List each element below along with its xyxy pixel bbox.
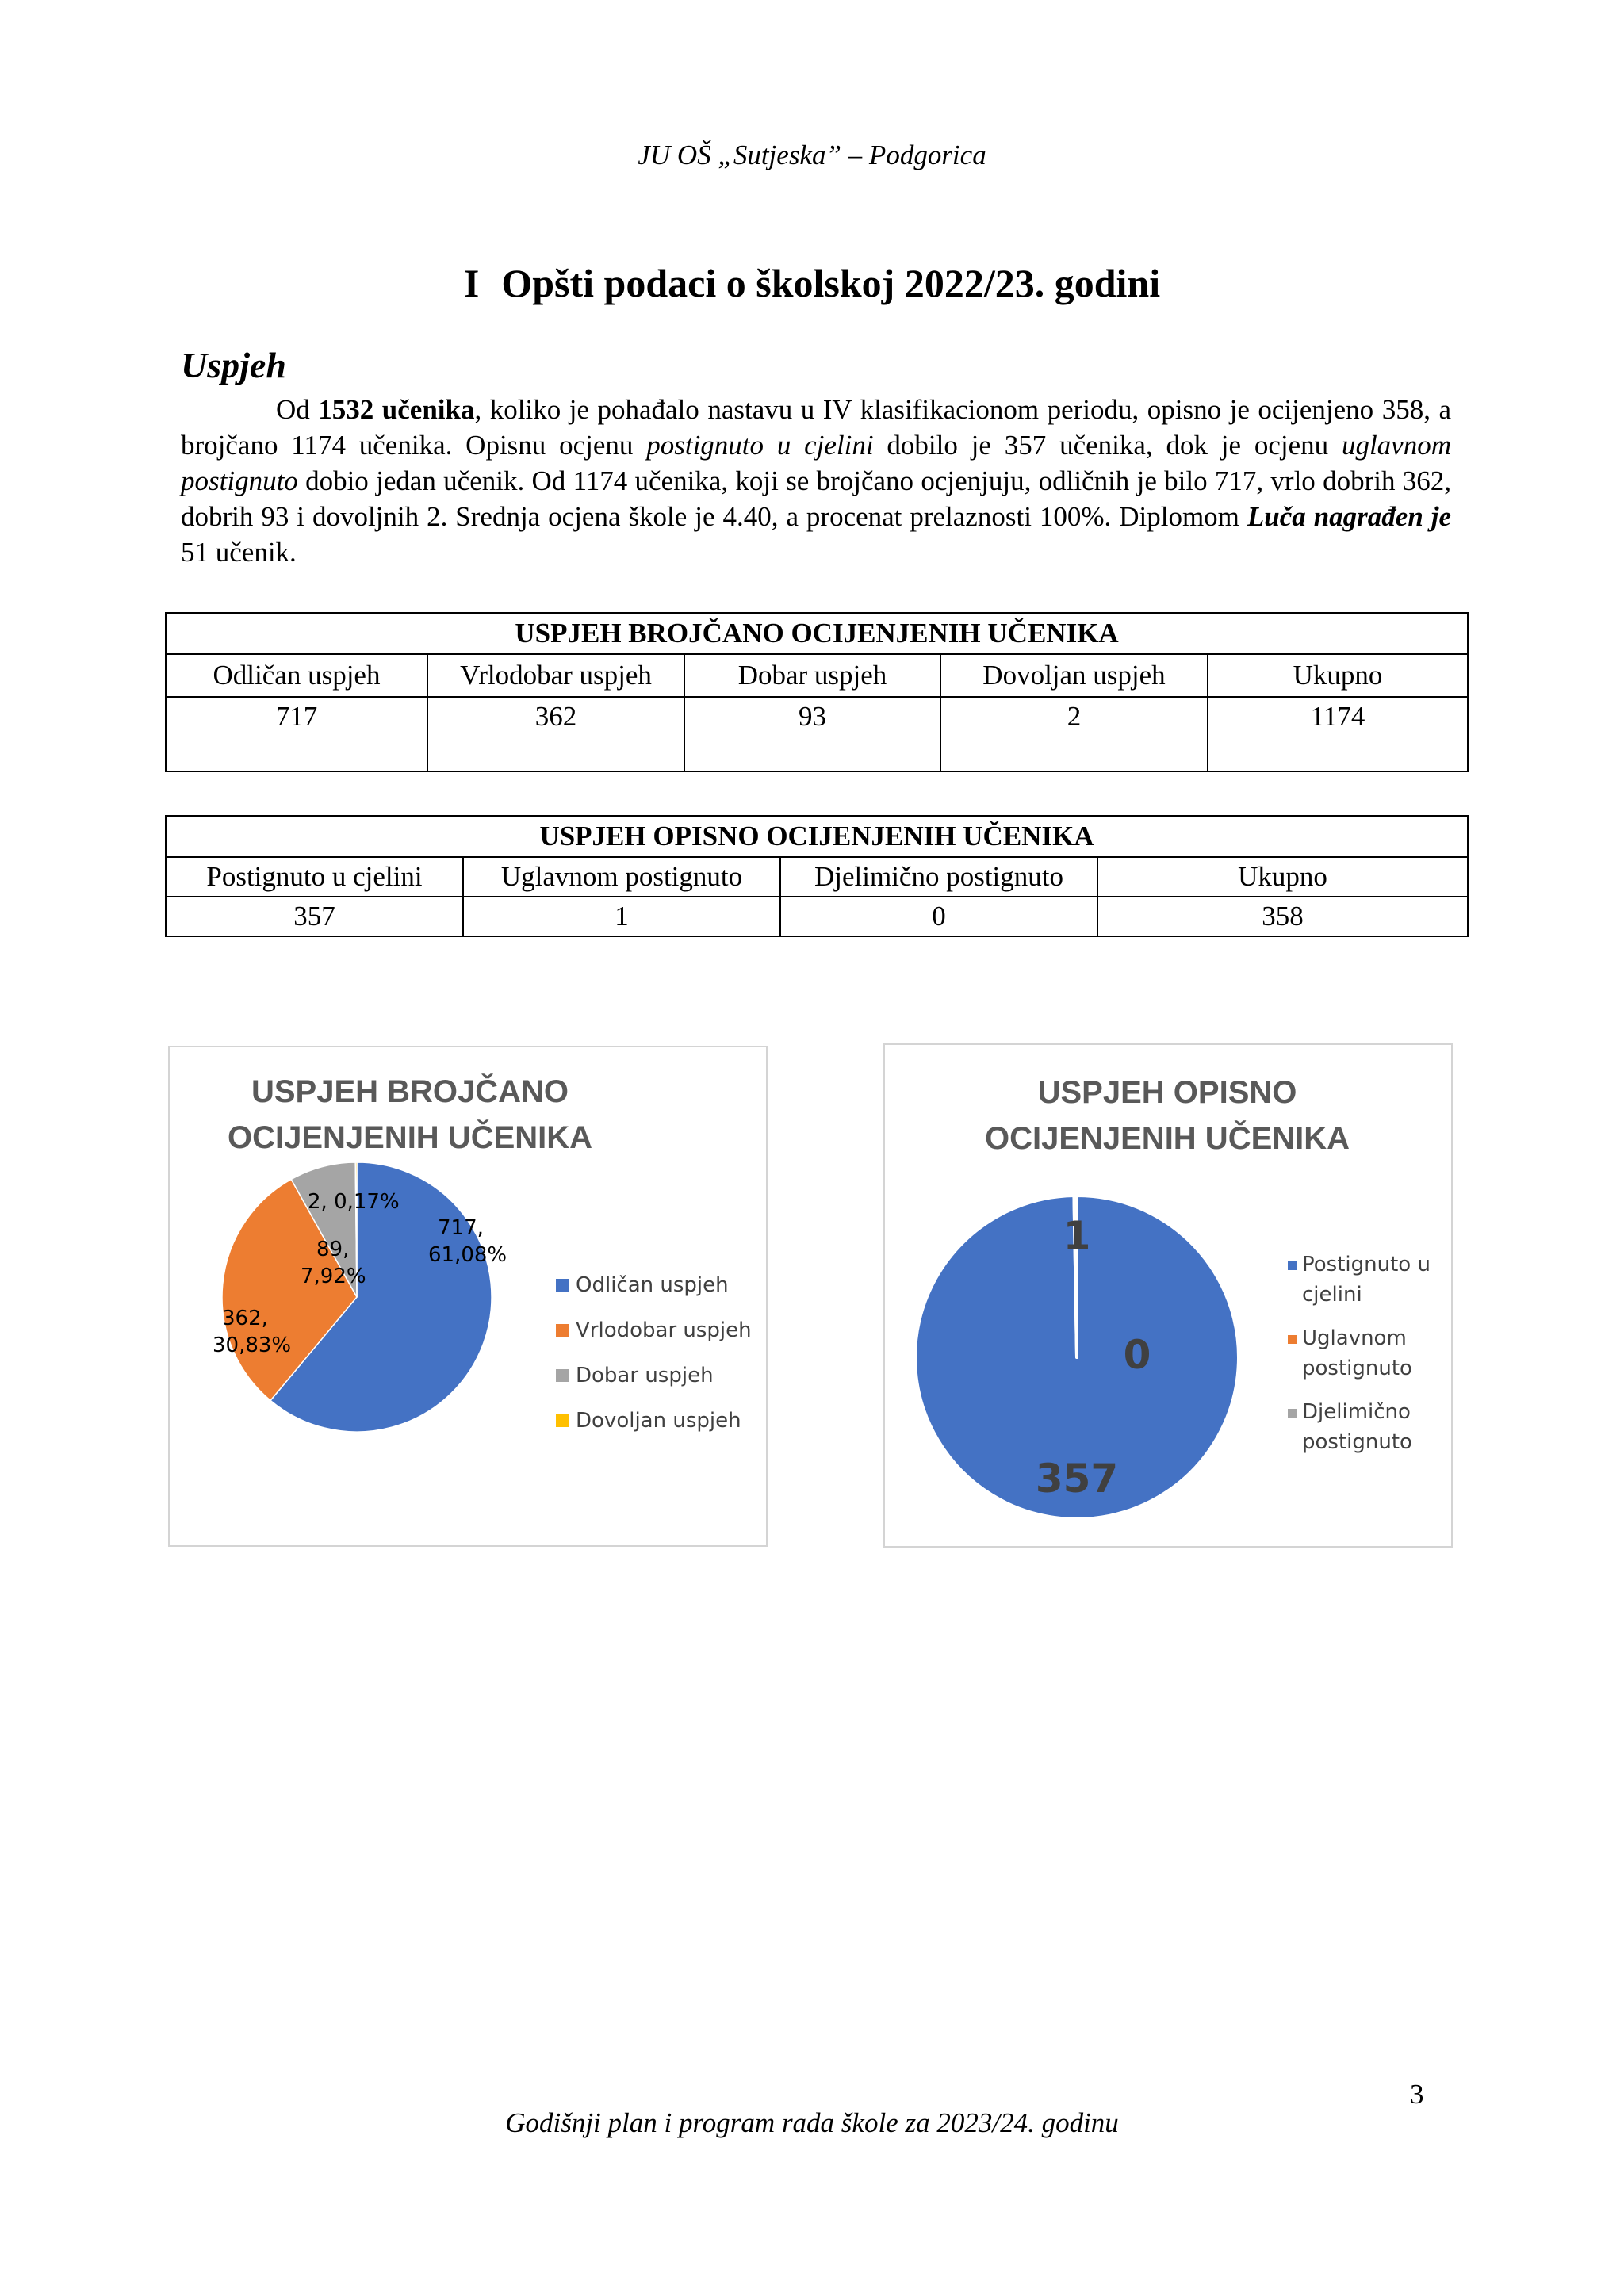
chapter-number: I (463, 261, 480, 305)
para-bold-italic: Luča nagrađen je (1247, 501, 1451, 532)
table-cell: 0 (780, 897, 1097, 936)
legend-label: cjelini (1302, 1283, 1362, 1307)
legend-label: Dovoljan uspjeh (576, 1409, 741, 1433)
pie-chart-svg (885, 1045, 1451, 1546)
table-header-cell: Odličan uspjeh (166, 654, 427, 697)
table-cell: 357 (166, 897, 463, 936)
table-title: USPJEH BROJČANO OCIJENJENIH UČENIKA (166, 613, 1468, 654)
legend-label: Vrlodobar uspjeh (576, 1318, 752, 1342)
legend-label: Djelimično (1302, 1400, 1411, 1424)
pie-chart-svg (170, 1047, 766, 1545)
chart-title-line: USPJEH OPISNO (1037, 1075, 1297, 1110)
table-cell: 2 (940, 697, 1208, 771)
para-italic: uglavnom postignuto (181, 430, 1451, 496)
table-cell: 1 (463, 897, 780, 936)
section-heading: Uspjeh (181, 345, 286, 385)
para-text: dobio jedan učenik. Od 1174 učenika, koji se brojčano ocjenjuju, odličnih je bilo 717, vrlo dobrih 362, dobrih 93 i dovoljnih 2. Srednja ocjena škole je 4.40, a procenat prelaznosti 100%. Diplomom (181, 465, 1451, 532)
para-text: , koliko je pohađalo nastavu u IV klasifikacionom periodu, opisno je ocijenjeno 358, a brojčano 1174 učenika. Opisnu ocjenu (181, 394, 1451, 461)
table-header-cell: Djelimično postignuto (780, 857, 1097, 897)
legend-label: postignuto (1302, 1357, 1412, 1380)
data-label: 7,92% (301, 1265, 366, 1288)
legend (556, 1273, 752, 1433)
legend-swatch (1288, 1335, 1297, 1344)
table-cell: 1174 (1208, 697, 1468, 771)
chapter-title (0, 260, 1624, 306)
para-bold: 1532 učenika (318, 394, 475, 425)
data-label: 717, (438, 1216, 484, 1240)
data-label: 61,08% (428, 1243, 508, 1267)
data-label: 2, 0,17% (308, 1190, 400, 1214)
legend-label: postignuto (1302, 1430, 1412, 1454)
table-header-cell: Uglavnom postignuto (463, 857, 780, 897)
table-header-cell: Dovoljan uspjeh (940, 654, 1208, 697)
legend-label: Uglavnom (1302, 1326, 1407, 1350)
para-text: dobilo je 357 učenika, dok je ocjenu (873, 430, 1342, 461)
table-header-cell: Ukupno (1097, 857, 1468, 897)
descriptive-grades-pie-chart (883, 1043, 1453, 1548)
table-cell: 358 (1097, 897, 1468, 936)
legend-label: Dobar uspjeh (576, 1364, 714, 1387)
summary-paragraph (181, 392, 1451, 570)
legend (1288, 1253, 1431, 1454)
table-cell: 362 (427, 697, 684, 771)
legend-label: Odličan uspjeh (576, 1273, 729, 1297)
data-label: 357 (1035, 1456, 1119, 1502)
table-title: USPJEH OPISNO OCIJENJENIH UČENIKA (166, 816, 1468, 857)
data-label: 0 (1123, 1332, 1151, 1378)
page-number: 3 (1410, 2079, 1424, 2110)
legend-swatch (556, 1324, 569, 1337)
table-cell: 93 (684, 697, 940, 771)
table-header-cell: Postignuto u cjelini (166, 857, 463, 897)
legend-swatch (556, 1414, 569, 1427)
chart-title-line: USPJEH BROJČANO (251, 1074, 569, 1109)
table-header-cell: Dobar uspjeh (684, 654, 940, 697)
legend-swatch (556, 1369, 569, 1382)
data-label: 30,83% (213, 1334, 292, 1357)
data-label: 89, (316, 1238, 350, 1261)
para-italic: postignuto u cjelini (646, 430, 874, 461)
para-text: 51 učenik. (181, 537, 297, 568)
descriptive-grades-table (165, 815, 1469, 937)
table-cell: 717 (166, 697, 427, 771)
numeric-grades-table (165, 612, 1469, 772)
chapter-title-text: Opšti podaci o školskoj 2022/23. godini (501, 261, 1161, 305)
data-label: 1 (1063, 1213, 1091, 1259)
table-header-cell: Ukupno (1208, 654, 1468, 697)
para-text: Od (276, 394, 319, 425)
numeric-grades-pie-chart (168, 1046, 768, 1547)
legend-swatch (1288, 1409, 1297, 1418)
running-header: JU OŠ „Sutjeska” – Podgorica (638, 140, 986, 170)
legend-swatch (1288, 1261, 1297, 1270)
chart-title-line: OCIJENJENIH UČENIKA (984, 1121, 1350, 1156)
legend-label: Postignuto u (1302, 1253, 1431, 1276)
table-header-cell: Vrlodobar uspjeh (427, 654, 684, 697)
data-label: 362, (222, 1307, 268, 1330)
running-footer: Godišnji plan i program rada škole za 2023/24. godinu (505, 2107, 1119, 2138)
chart-title-line: OCIJENJENIH UČENIKA (227, 1120, 593, 1155)
legend-swatch (556, 1279, 569, 1292)
